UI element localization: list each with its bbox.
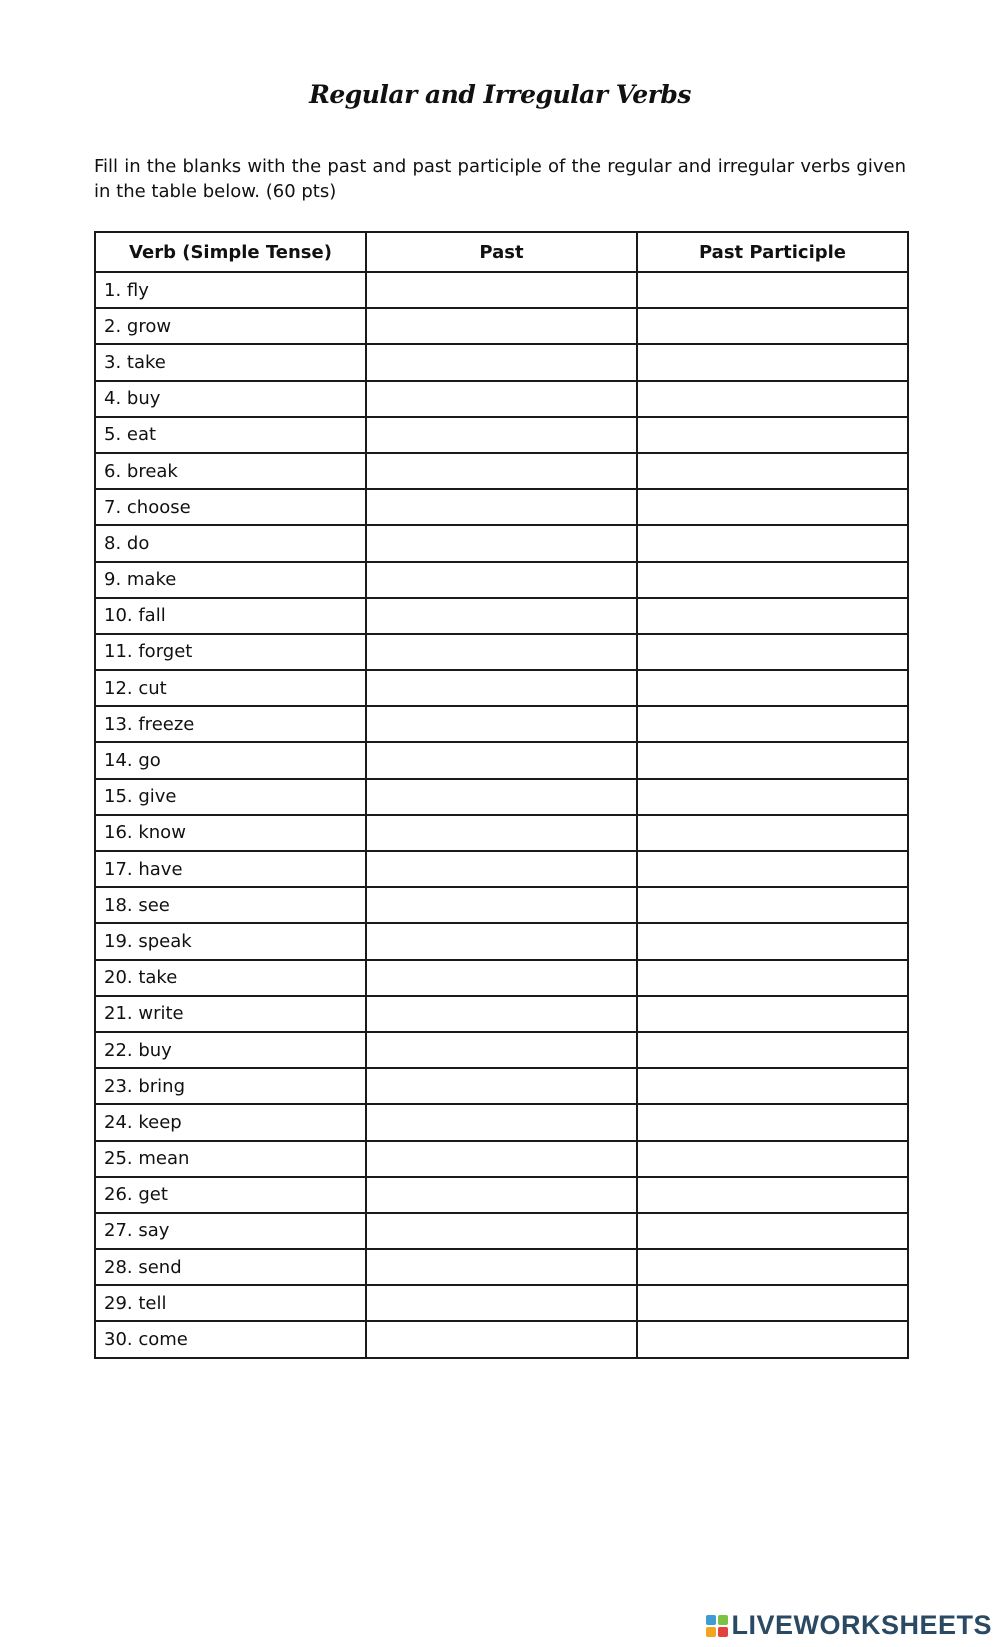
verb-cell: 5. eat bbox=[95, 417, 366, 453]
verb-cell: 20. take bbox=[95, 960, 366, 996]
table-row bbox=[95, 562, 908, 598]
past-answer-cell[interactable] bbox=[366, 1141, 637, 1177]
past-answer-cell[interactable] bbox=[366, 381, 637, 417]
past-answer-cell[interactable] bbox=[366, 706, 637, 742]
past-participle-answer-cell[interactable] bbox=[637, 815, 908, 851]
table-row bbox=[95, 1068, 908, 1104]
past-participle-answer-cell[interactable] bbox=[637, 417, 908, 453]
past-answer-cell[interactable] bbox=[366, 308, 637, 344]
past-answer-cell[interactable] bbox=[366, 453, 637, 489]
table-row bbox=[95, 706, 908, 742]
verb-cell: 13. freeze bbox=[95, 706, 366, 742]
table-row bbox=[95, 1213, 908, 1249]
past-answer-cell[interactable] bbox=[366, 562, 637, 598]
table-row bbox=[95, 1285, 908, 1321]
past-participle-answer-cell[interactable] bbox=[637, 1104, 908, 1140]
logo-square-1 bbox=[706, 1615, 716, 1625]
past-participle-answer-cell[interactable] bbox=[637, 489, 908, 525]
past-answer-cell[interactable] bbox=[366, 779, 637, 815]
past-participle-answer-cell[interactable] bbox=[637, 598, 908, 634]
table-row bbox=[95, 1104, 908, 1140]
past-participle-answer-cell[interactable] bbox=[637, 923, 908, 959]
liveworksheets-logo bbox=[706, 1610, 992, 1641]
past-answer-cell[interactable] bbox=[366, 851, 637, 887]
past-answer-cell[interactable] bbox=[366, 1104, 637, 1140]
header-verb: Verb (Simple Tense) bbox=[95, 232, 366, 272]
verb-cell: 11. forget bbox=[95, 634, 366, 670]
table-row bbox=[95, 634, 908, 670]
past-answer-cell[interactable] bbox=[366, 344, 637, 380]
past-participle-answer-cell[interactable] bbox=[637, 453, 908, 489]
past-answer-cell[interactable] bbox=[366, 1032, 637, 1068]
table-row bbox=[95, 851, 908, 887]
verb-cell: 2. grow bbox=[95, 308, 366, 344]
verb-cell: 30. come bbox=[95, 1321, 366, 1357]
verb-cell: 15. give bbox=[95, 779, 366, 815]
verbs-table-body bbox=[95, 272, 908, 1358]
past-answer-cell[interactable] bbox=[366, 887, 637, 923]
table-row bbox=[95, 923, 908, 959]
logo-squares-icon bbox=[706, 1615, 728, 1637]
table-row bbox=[95, 1141, 908, 1177]
past-participle-answer-cell[interactable] bbox=[637, 742, 908, 778]
table-row bbox=[95, 887, 908, 923]
past-participle-answer-cell[interactable] bbox=[637, 381, 908, 417]
verb-cell: 6. break bbox=[95, 453, 366, 489]
past-answer-cell[interactable] bbox=[366, 815, 637, 851]
table-row bbox=[95, 1032, 908, 1068]
table-row bbox=[95, 598, 908, 634]
past-answer-cell[interactable] bbox=[366, 1213, 637, 1249]
logo-square-4 bbox=[718, 1627, 728, 1637]
table-row bbox=[95, 453, 908, 489]
table-row bbox=[95, 1321, 908, 1357]
verb-cell: 1. fly bbox=[95, 272, 366, 308]
past-participle-answer-cell[interactable] bbox=[637, 996, 908, 1032]
verb-cell: 14. go bbox=[95, 742, 366, 778]
past-answer-cell[interactable] bbox=[366, 1285, 637, 1321]
verb-cell: 25. mean bbox=[95, 1141, 366, 1177]
table-row bbox=[95, 525, 908, 561]
past-participle-answer-cell[interactable] bbox=[637, 706, 908, 742]
past-answer-cell[interactable] bbox=[366, 923, 637, 959]
table-row bbox=[95, 815, 908, 851]
table-header-row bbox=[95, 232, 908, 272]
past-participle-answer-cell[interactable] bbox=[637, 1032, 908, 1068]
table-row bbox=[95, 272, 908, 308]
verb-cell: 21. write bbox=[95, 996, 366, 1032]
verbs-table bbox=[94, 231, 909, 1359]
past-participle-answer-cell[interactable] bbox=[637, 344, 908, 380]
logo-text: LIVEWORKSHEETS bbox=[731, 1610, 992, 1640]
past-participle-answer-cell[interactable] bbox=[637, 779, 908, 815]
verb-cell: 26. get bbox=[95, 1177, 366, 1213]
header-past-participle: Past Participle bbox=[637, 232, 908, 272]
verb-cell: 22. buy bbox=[95, 1032, 366, 1068]
table-row bbox=[95, 779, 908, 815]
table-row bbox=[95, 417, 908, 453]
verb-cell: 24. keep bbox=[95, 1104, 366, 1140]
past-participle-answer-cell[interactable] bbox=[637, 1068, 908, 1104]
past-participle-answer-cell[interactable] bbox=[637, 1213, 908, 1249]
past-answer-cell[interactable] bbox=[366, 742, 637, 778]
instructions-text: Fill in the blanks with the past and past participle of the regular and irregular verbs given in the table below. (60 pts) bbox=[94, 156, 906, 202]
header-past: Past bbox=[366, 232, 637, 272]
past-answer-cell[interactable] bbox=[366, 272, 637, 308]
verb-cell: 28. send bbox=[95, 1249, 366, 1285]
verb-cell: 7. choose bbox=[95, 489, 366, 525]
worksheet-title: Regular and Irregular Verbs bbox=[309, 80, 691, 109]
past-answer-cell[interactable] bbox=[366, 960, 637, 996]
verb-cell: 4. buy bbox=[95, 381, 366, 417]
verb-cell: 10. fall bbox=[95, 598, 366, 634]
table-row bbox=[95, 308, 908, 344]
verb-cell: 17. have bbox=[95, 851, 366, 887]
past-answer-cell[interactable] bbox=[366, 1249, 637, 1285]
past-participle-answer-cell[interactable] bbox=[637, 525, 908, 561]
table-row bbox=[95, 670, 908, 706]
past-participle-answer-cell[interactable] bbox=[637, 887, 908, 923]
table-row bbox=[95, 381, 908, 417]
table-row bbox=[95, 489, 908, 525]
verb-cell: 19. speak bbox=[95, 923, 366, 959]
verb-cell: 23. bring bbox=[95, 1068, 366, 1104]
past-participle-answer-cell[interactable] bbox=[637, 1141, 908, 1177]
verb-cell: 18. see bbox=[95, 887, 366, 923]
past-answer-cell[interactable] bbox=[366, 996, 637, 1032]
table-row bbox=[95, 960, 908, 996]
past-answer-cell[interactable] bbox=[366, 489, 637, 525]
past-participle-answer-cell[interactable] bbox=[637, 1321, 908, 1357]
past-answer-cell[interactable] bbox=[366, 598, 637, 634]
verb-cell: 9. make bbox=[95, 562, 366, 598]
past-participle-answer-cell[interactable] bbox=[637, 308, 908, 344]
past-participle-answer-cell[interactable] bbox=[637, 562, 908, 598]
table-row bbox=[95, 996, 908, 1032]
verb-cell: 12. cut bbox=[95, 670, 366, 706]
past-answer-cell[interactable] bbox=[366, 670, 637, 706]
table-row bbox=[95, 1249, 908, 1285]
logo-square-3 bbox=[706, 1627, 716, 1637]
verb-cell: 27. say bbox=[95, 1213, 366, 1249]
past-answer-cell[interactable] bbox=[366, 525, 637, 561]
logo-square-2 bbox=[718, 1615, 728, 1625]
past-answer-cell[interactable] bbox=[366, 417, 637, 453]
past-participle-answer-cell[interactable] bbox=[637, 851, 908, 887]
past-answer-cell[interactable] bbox=[366, 1321, 637, 1357]
table-row bbox=[95, 344, 908, 380]
past-participle-answer-cell[interactable] bbox=[637, 670, 908, 706]
past-answer-cell[interactable] bbox=[366, 1177, 637, 1213]
table-row bbox=[95, 1177, 908, 1213]
verb-cell: 8. do bbox=[95, 525, 366, 561]
verb-cell: 16. know bbox=[95, 815, 366, 851]
past-participle-answer-cell[interactable] bbox=[637, 1285, 908, 1321]
verb-cell: 29. tell bbox=[95, 1285, 366, 1321]
past-answer-cell[interactable] bbox=[366, 1068, 637, 1104]
verb-cell: 3. take bbox=[95, 344, 366, 380]
past-participle-answer-cell[interactable] bbox=[637, 1177, 908, 1213]
table-row bbox=[95, 742, 908, 778]
past-answer-cell[interactable] bbox=[366, 634, 637, 670]
past-participle-answer-cell[interactable] bbox=[637, 1249, 908, 1285]
past-participle-answer-cell[interactable] bbox=[637, 634, 908, 670]
past-participle-answer-cell[interactable] bbox=[637, 272, 908, 308]
past-participle-answer-cell[interactable] bbox=[637, 960, 908, 996]
